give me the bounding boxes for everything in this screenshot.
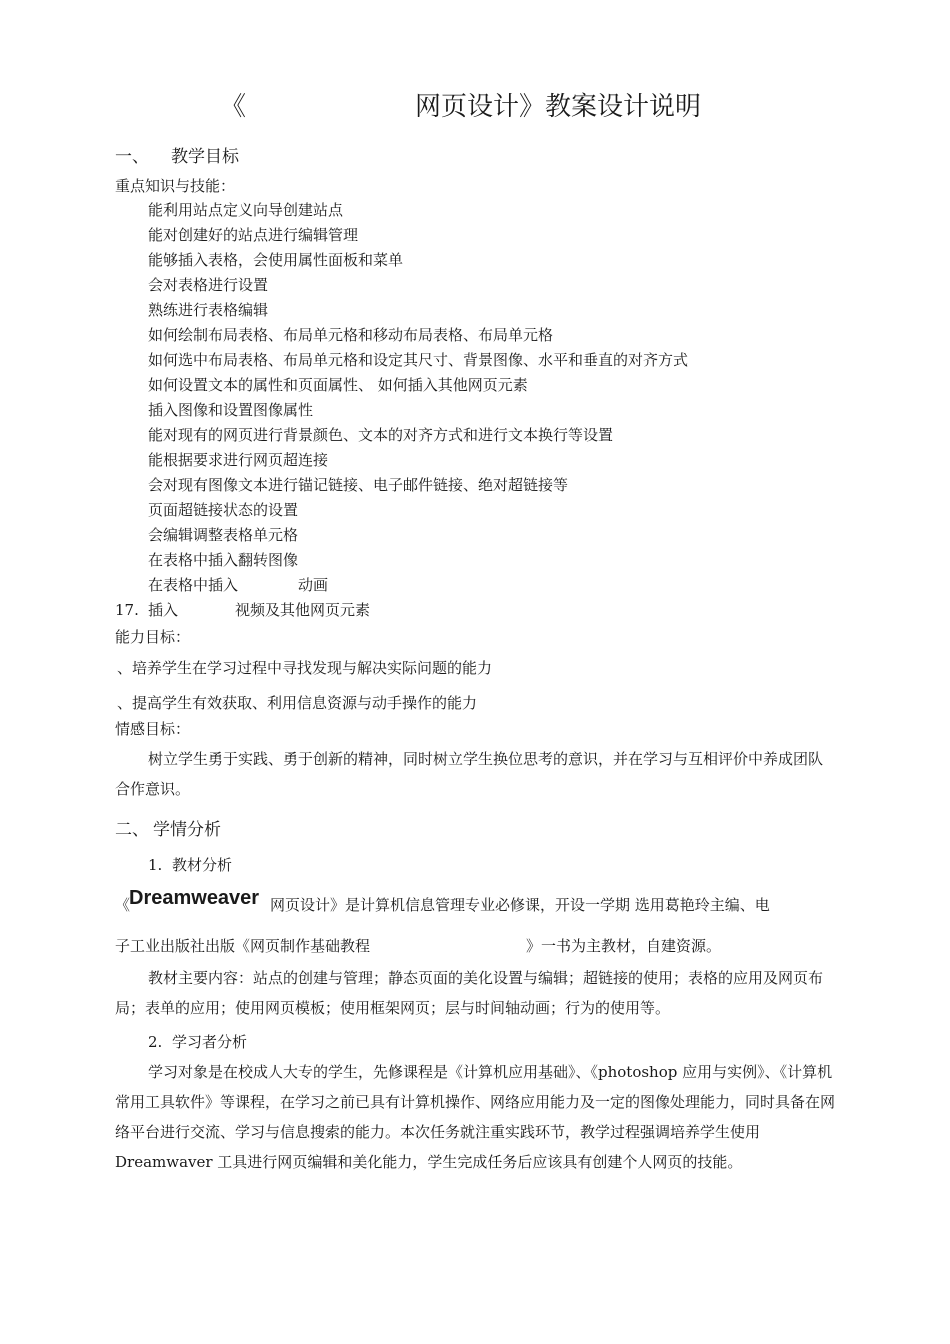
list-item-17b: 视频及其他网页元素 [235,601,371,619]
list-item: 会对表格进行设置 [148,276,269,294]
emotion-label: 情感目标： [115,720,191,738]
section1-number: 一、 [115,147,149,167]
learner-paragraph: 学习对象是在校成人大专的学生，先修课程是《计算机应用基础》、《photoshop 应用与实例》、《计算机常用工具软件》等课程，在学习之前已具有计算机操作、网络应用能力及一定的图像处理能力，同时具备在网络平台进行交流、学习与信息搜索的能力。本次任务就注重实践环节，教学过程强调培养学生使用 Dreamwaver 工具进行网页编辑和美化能力，学生完成任务后应该具有创建个人网页的技能。 [115,1063,836,1171]
textbook-line2a: 子工业出版社出版《网页制作基础教程 [115,937,371,955]
list-item-16a: 在表格中插入 [148,576,239,594]
ability-item: 、提高学生有效获取、利用信息资源与动手操作的能力 [117,694,478,712]
knowledge-label: 重点知识与技能： [115,177,236,195]
content-paragraph: 教材主要内容：站点的创建与管理；静态页面的美化设置与编辑；超链接的使用；表格的应用及网页布局；表单的应用；使用网页模板；使用框架网页；层与时间轴动画；行为的使用等。 [115,969,824,1017]
title-open-bracket: 《 [220,92,247,122]
list-item: 会编辑调整表格单元格 [148,526,299,544]
list-item: 插入图像和设置图像属性 [148,401,314,419]
textbook-line1: 网页设计》是计算机信息管理专业必修课，开设一学期 选用葛艳玲主编、电 [270,896,770,914]
list-item: 如何绘制布局表格、布局单元格和移动布局表格、布局单元格 [148,326,554,344]
list-item: 能利用站点定义向导创建站点 [148,201,344,219]
list-item: 能对现有的网页进行背景颜色、文本的对齐方式和进行文本换行等设置 [148,426,614,444]
section2-heading: 学情分析 [153,820,221,840]
list-item: 页面超链接状态的设置 [148,501,299,519]
list-item: 在表格中插入翻转图像 [148,551,299,569]
section2-number: 二、 [115,820,149,840]
sub1-number: 1. [148,856,163,874]
list-item: 能根据要求进行网页超连接 [148,451,329,469]
ability-item: 、培养学生在学习过程中寻找发现与解决实际问题的能力 [117,659,493,677]
ability-label: 能力目标： [115,628,191,646]
page-title: 网页设计》教案设计说明 [415,92,702,122]
list-item: 熟练进行表格编辑 [148,301,269,319]
list-item-17a: 插入 [148,601,179,619]
brand-open-bracket: 《 [115,896,131,914]
dreamweaver-logo: Dreamweaver [129,887,260,909]
list-item-16b: 动画 [298,576,329,594]
list-item: 如何设置文本的属性和页面属性、 如何插入其他网页元素 [148,376,528,394]
list-item: 会对现有图像文本进行锚记链接、电子邮件链接、绝对超链接等 [148,476,569,494]
section1-heading: 教学目标 [171,147,239,167]
list-item: 能够插入表格，会使用属性面板和菜单 [148,251,404,269]
sub1-heading: 教材分析 [172,856,233,874]
list-item: 如何选中布局表格、布局单元格和设定其尺寸、背景图像、水平和垂直的对齐方式 [148,351,689,369]
list-item-17-number: 17. [115,601,139,619]
sub2-heading: 学习者分析 [172,1033,248,1051]
list-item: 能对创建好的站点进行编辑管理 [148,226,359,244]
textbook-line2b: 》一书为主教材，自建资源。 [526,937,722,955]
emotion-paragraph: 树立学生勇于实践、勇于创新的精神，同时树立学生换位思考的意识，并在学习与互相评价中养成团队合作意识。 [115,750,824,798]
sub2-number: 2. [148,1033,163,1051]
